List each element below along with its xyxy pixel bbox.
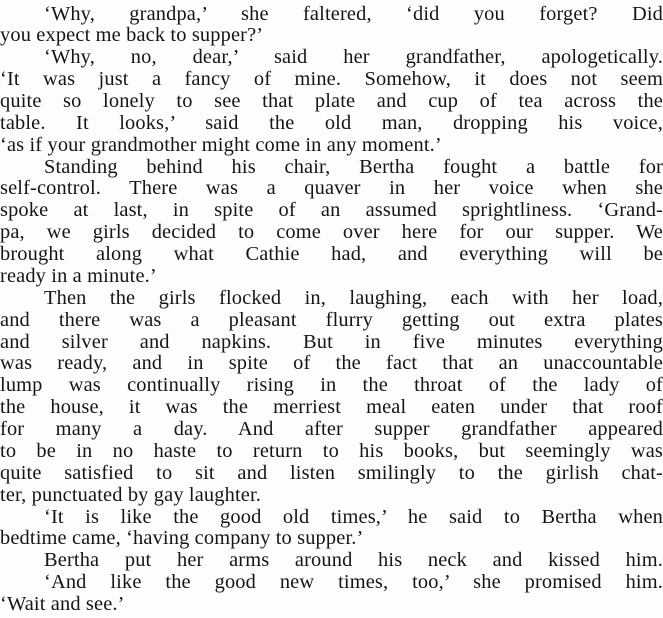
text-line: ‘Why, no, dear,’ said her grandfather, apologetically.	[44, 46, 663, 68]
text-line: ‘It is like the good old times,’ he said to Bertha when	[44, 506, 663, 528]
text-line: quite satisfied to sit and listen smilingly to the girlish chat-	[0, 462, 663, 484]
text-line: for many a day. And after supper grandfather appeared	[0, 418, 663, 440]
text-line: brought along what Cathie had, and everything will be	[0, 243, 663, 265]
text-line: ‘And like the good new times, too,’ she promised him.	[44, 571, 663, 593]
text-line: Then the girls flocked in, laughing, each with her load,	[44, 287, 663, 309]
text-line: table. It looks,’ said the old man, dropping his voice,	[0, 112, 663, 134]
text-line: pa, we girls decided to come over here for our supper. We	[0, 221, 663, 243]
text-line: lump was continually rising in the throat of the lady of	[0, 374, 663, 396]
text-line: and silver and napkins. But in five minutes everything	[0, 331, 663, 353]
text-line: ‘Wait and see.’	[0, 593, 125, 615]
text-line: ‘Why, grandpa,’ she faltered, ‘did you forget? Did	[44, 3, 663, 25]
text-line: you expect me back to supper?’	[0, 24, 264, 46]
text-line: to be in no haste to return to his books, but seemingly was	[0, 440, 663, 462]
text-line: bedtime came, ‘having company to supper.’	[0, 527, 364, 549]
text-line: Bertha put her arms around his neck and kissed him.	[44, 549, 663, 571]
text-line: ter, punctuated by gay laughter.	[0, 484, 262, 506]
text-line: and there was a pleasant flurry getting out extra plates	[0, 309, 663, 331]
text-line: ‘It was just a fancy of mine. Somehow, it does not seem	[0, 68, 663, 90]
text-line: ready in a minute.’	[0, 265, 157, 287]
text-line: quite so lonely to see that plate and cup of tea across the	[0, 90, 663, 112]
text-line: Standing behind his chair, Bertha fought a battle for	[44, 156, 663, 178]
text-line: the house, it was the merriest meal eaten under that roof	[0, 396, 663, 418]
text-line: spoke at last, in spite of an assumed sprightliness. ‘Grand-	[0, 199, 663, 221]
text-line: ‘as if your grandmother might come in any moment.’	[0, 134, 442, 156]
text-line: was ready, and in spite of the fact that an unaccountable	[0, 352, 663, 374]
text-line: self-control. There was a quaver in her voice when she	[0, 177, 663, 199]
